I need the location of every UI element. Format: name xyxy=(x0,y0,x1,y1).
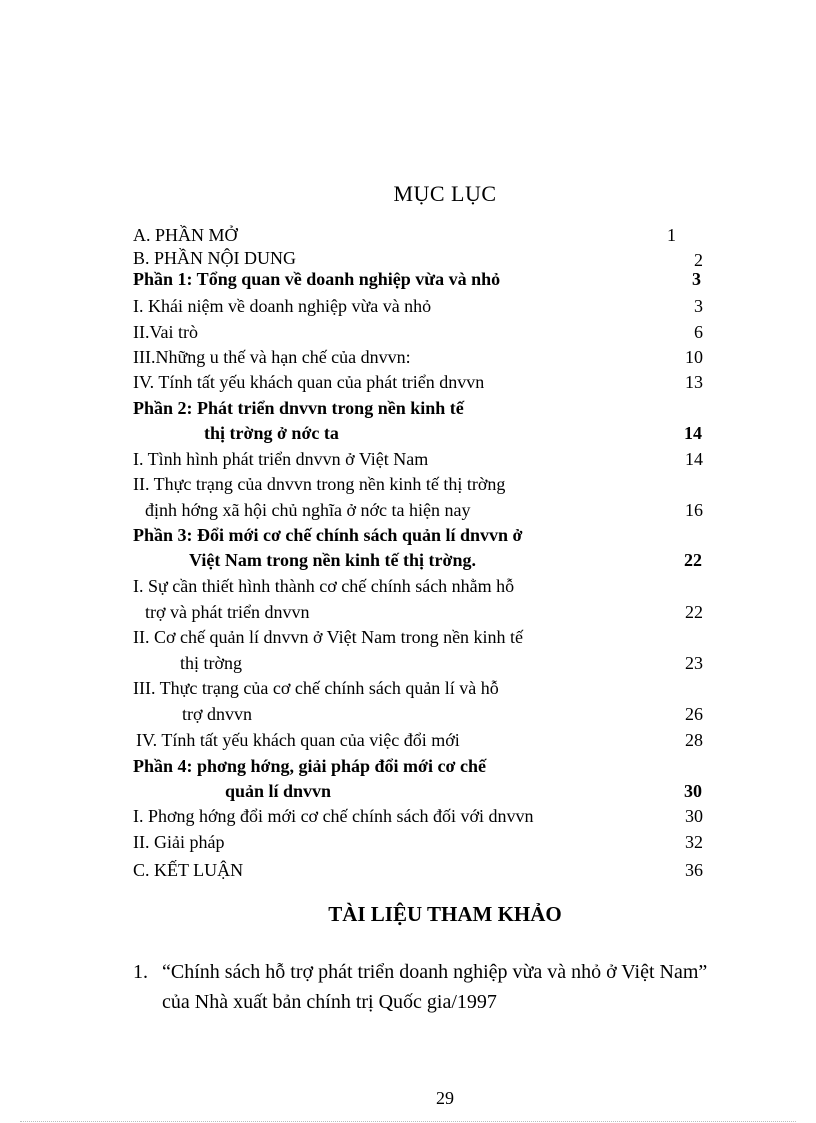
toc-title: MỤC LỤC xyxy=(393,181,497,206)
toc-entry-text: I. Phơng hớng đổi mới cơ chế chính sách đối với dnvvn xyxy=(133,806,534,826)
toc-entry-text: II.Vai trò xyxy=(133,322,198,342)
toc-entry-page: 30 xyxy=(685,806,703,826)
footer-divider xyxy=(20,1121,796,1122)
toc-entry-text: II. Giải pháp xyxy=(133,832,225,852)
toc-entry-page: 36 xyxy=(685,860,703,880)
toc-entry-page: 26 xyxy=(685,704,703,724)
page-number: 29 xyxy=(436,1088,454,1108)
toc-entry-text: trợ dnvvn xyxy=(182,704,253,724)
toc-entry-page: 6 xyxy=(694,322,703,342)
references-title: TÀI LIỆU THAM KHẢO xyxy=(328,902,562,926)
toc-section-heading: Phần 3: Đổi mới cơ chế chính sách quản lí dnvvn ở xyxy=(133,525,523,545)
toc-entry-page: 3 xyxy=(692,269,701,289)
toc-entry-page: 28 xyxy=(685,730,703,750)
toc-entry-page: 10 xyxy=(685,347,703,367)
toc-entry-page: 23 xyxy=(685,653,703,673)
toc-entry-text: I. Sự cần thiết hình thành cơ chế chính sách nhằm hỗ xyxy=(133,576,515,596)
toc-section-heading: quản lí dnvvn xyxy=(225,781,332,801)
reference-number: 1. xyxy=(133,961,148,983)
toc-entry-text: III.Những u thế và hạn chế của dnvvn: xyxy=(133,347,411,367)
toc-section-heading: thị trờng ở nớc ta xyxy=(204,423,339,443)
toc-entry-text: IV. Tính tất yếu khách quan của việc đổi mới xyxy=(136,730,460,750)
toc-entry-page: 14 xyxy=(685,449,703,469)
toc-entry-page: 14 xyxy=(684,423,702,443)
toc-entry-text: định hớng xã hội chủ nghĩa ở nớc ta hiện nay xyxy=(145,500,471,520)
toc-entry-page: 22 xyxy=(684,550,702,570)
toc-section-heading: Phần 1: Tổng quan về doanh nghiệp vừa và nhỏ xyxy=(133,269,501,289)
toc-section-heading: Phần 4: phơng hớng, giải pháp đổi mới cơ chế xyxy=(133,756,486,776)
toc-entry-page: 32 xyxy=(685,832,703,852)
toc-entry-page: 16 xyxy=(685,500,703,520)
toc-entry-page: 1 xyxy=(667,225,676,245)
toc-entry-text: II. Thực trạng của dnvvn trong nền kinh tế thị trờng xyxy=(133,474,506,494)
reference-line: “Chính sách hỗ trợ phát triển doanh nghiệp vừa và nhỏ ở Việt Nam” xyxy=(162,961,708,983)
toc-entry-page: 13 xyxy=(685,372,703,392)
toc-entry-text: thị trờng xyxy=(180,653,243,673)
reference-line: của Nhà xuất bản chính trị Quốc gia/1997 xyxy=(162,991,497,1013)
toc-entry-page: 22 xyxy=(685,602,703,622)
toc-entry-text: C. KẾT LUẬN xyxy=(133,860,244,880)
toc-entry-text: trợ và phát triển dnvvn xyxy=(145,602,310,622)
toc-entry-page: 3 xyxy=(694,296,703,316)
toc-section-heading: Phần 2: Phát triển dnvvn trong nền kinh tế xyxy=(133,398,464,418)
toc-section-heading: Việt Nam trong nền kinh tế thị trờng. xyxy=(189,550,476,570)
toc-entry-text: I. Tình hình phát triển dnvvn ở Việt Nam xyxy=(133,449,429,469)
toc-entry-text: III. Thực trạng của cơ chế chính sách quản lí và hỗ xyxy=(133,678,499,698)
toc-entry-page: 2 xyxy=(694,250,703,270)
toc-entry-text: IV. Tính tất yếu khách quan của phát triển dnvvn xyxy=(133,372,485,392)
toc-entry-text: B. PHẦN NỘI DUNG xyxy=(133,248,297,268)
toc-entry-text: II. Cơ chế quản lí dnvvn ở Việt Nam trong nền kinh tế xyxy=(133,627,524,647)
toc-entry-page: 30 xyxy=(684,781,702,801)
toc-entry-text: A. PHẦN MỞ xyxy=(133,225,238,245)
toc-entry-text: I. Khái niệm về doanh nghiệp vừa và nhỏ xyxy=(133,296,432,316)
